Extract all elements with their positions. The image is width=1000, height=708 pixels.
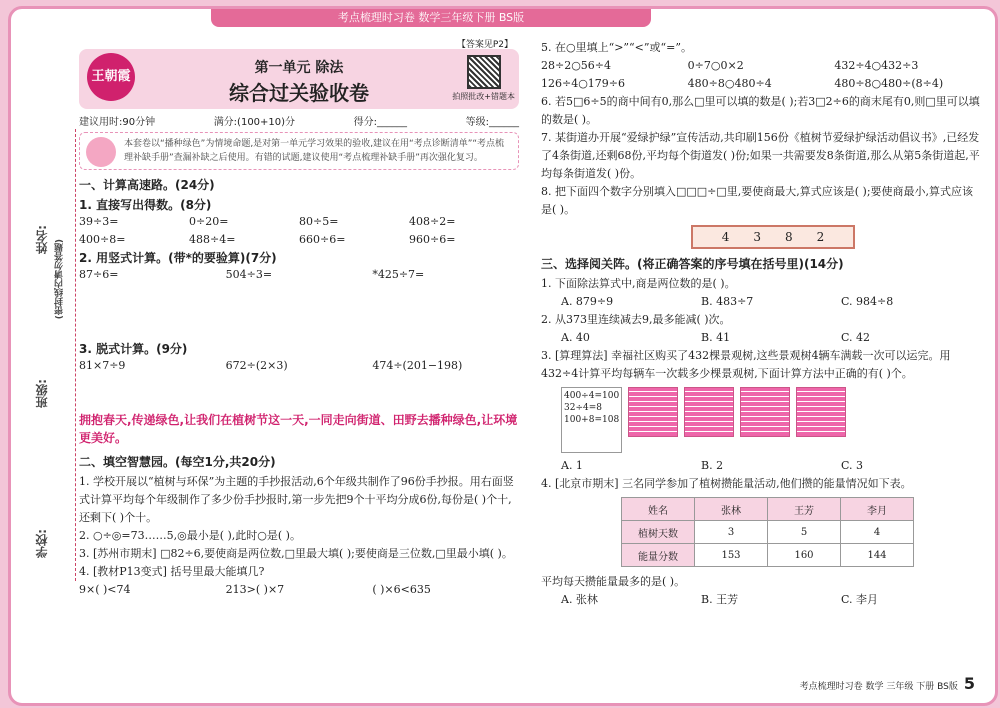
calc-item[interactable]: 39÷3= <box>79 215 119 228</box>
table-row <box>622 544 914 567</box>
table-cell: 144 <box>841 544 914 567</box>
s3-options1 <box>541 293 981 311</box>
s2-row4 <box>79 581 519 599</box>
compare-item[interactable]: 480÷8○480÷(8÷4) <box>834 77 944 90</box>
s3-options3 <box>541 457 981 475</box>
calc-item[interactable]: 672÷(2×3) <box>225 359 288 372</box>
option[interactable]: B. 483÷7 <box>701 295 754 308</box>
s3-q3: 3. [算理算法] 幸福社区购买了432棵景观树,这些景观树4辆车满载一次可以运完。用432÷4计算平均每辆车一次载多少棵景观树,下面计算方法中正确的有( )个。 <box>541 349 951 380</box>
seal-notice: (密封线内请勿答题) <box>55 239 65 320</box>
s2-q6[interactable]: 6. 若5□6÷5的商中间有0,那么□里可以填的数是( );若3□2÷6的商末尾有0,则□里可以填的数是( )。 <box>541 95 980 126</box>
option[interactable]: C. 李月 <box>841 593 879 606</box>
grade-field[interactable]: 等级:______ <box>465 117 519 128</box>
score-info: 满分:(100+10)分 <box>213 117 296 128</box>
digit: 4 <box>721 230 730 244</box>
table-cell: 张林 <box>695 498 768 521</box>
option[interactable]: B. 2 <box>701 459 724 472</box>
table-cell: 3 <box>695 521 768 544</box>
calc-item[interactable]: 87÷6= <box>79 268 119 281</box>
table-cell: 植树天数 <box>622 521 695 544</box>
energy-table <box>621 497 914 567</box>
block-model-icon <box>740 387 790 437</box>
digit: 8 <box>785 230 793 244</box>
table-cell: 5 <box>768 521 841 544</box>
table-cell: 王芳 <box>768 498 841 521</box>
calc-line: 32÷4=8 <box>564 403 602 413</box>
s2-q5: 5. 在○里填上“>”“<”或“=”。 <box>541 41 692 54</box>
calc-method-1 <box>561 387 622 453</box>
option[interactable]: A. 张林 <box>561 593 598 606</box>
score-field[interactable]: 得分:______ <box>353 117 408 128</box>
notice-box <box>79 132 519 170</box>
table-row <box>622 521 914 544</box>
compare-item[interactable]: 0÷7○0×2 <box>687 59 744 72</box>
series-banner: 考点梳理时习卷 数学三年级下册 BS版 <box>211 9 651 27</box>
s3-options2 <box>541 329 981 347</box>
method-pictures <box>561 387 981 453</box>
section-2-title: 二、填空智慧园。(每空1分,共20分) <box>79 455 276 469</box>
table-cell: 4 <box>841 521 914 544</box>
section-1-title: 一、计算高速路。(24分) <box>79 178 215 192</box>
calc-item[interactable]: 400÷8= <box>79 233 126 246</box>
calc-item[interactable]: 660÷6= <box>299 233 346 246</box>
compare-item[interactable]: 480÷8○480÷4 <box>687 77 772 90</box>
block-model-icon <box>684 387 734 437</box>
s2-q4: 4. [教材P13变式] 括号里最大能填几? <box>79 565 265 578</box>
option[interactable]: C. 984÷8 <box>841 295 894 308</box>
s1-row2 <box>79 231 519 249</box>
option[interactable]: B. 王芳 <box>701 593 739 606</box>
fill-item[interactable]: ( )×6<635 <box>372 583 431 596</box>
fill-item[interactable]: 9×( )<74 <box>79 583 131 596</box>
option[interactable]: C. 42 <box>841 331 871 344</box>
calc-item[interactable]: 81×7÷9 <box>79 359 126 372</box>
s3-q4: 4. [北京市期末] 三名同学参加了植树攒能量活动,他们攒的能量情况如下表。 <box>541 477 912 490</box>
s2-q8[interactable]: 8. 把下面四个数字分别填入□□□÷□里,要使商最大,算式应该是( );要使商最小,算式应该是( )。 <box>541 185 974 216</box>
option[interactable]: A. 40 <box>561 331 590 344</box>
digit-cards <box>691 225 855 249</box>
class-label: 班级: <box>35 379 49 408</box>
s1-q3: 3. 脱式计算。(9分) <box>79 342 188 356</box>
calc-item[interactable]: 80÷5= <box>299 215 339 228</box>
option[interactable]: B. 41 <box>701 331 731 344</box>
table-cell: 李月 <box>841 498 914 521</box>
s1-q2: 2. 用竖式计算。(带*的要验算)(7分) <box>79 251 277 265</box>
spring-banner: 拥抱春天,传递绿色,让我们在植树节这一天,一同走向街道、田野去播种绿色,让环境更美好。 <box>79 413 518 445</box>
left-column <box>79 39 519 599</box>
calc-line: 100+8=108 <box>564 415 620 425</box>
s1-row3 <box>79 266 519 340</box>
calc-item[interactable]: 474÷(201−198) <box>372 359 463 372</box>
s3-q4b: 平均每天攒能量最多的是( )。 <box>541 575 686 588</box>
notice-text: 本套卷以“播种绿色”为情境命题,是对第一单元学习效果的验收,建议在用“考点诊断清单”“考点梳理补缺手册”查漏补缺之后使用。有错的试题,建议使用“考点梳理补缺手册”再次强化复习。 <box>124 139 505 163</box>
digit: 3 <box>753 230 761 244</box>
table-cell: 姓名 <box>622 498 695 521</box>
calc-item[interactable]: 488÷4= <box>189 233 236 246</box>
block-model-icon <box>628 387 678 437</box>
option[interactable]: A. 879÷9 <box>561 295 614 308</box>
s2-row5a <box>541 57 981 75</box>
compare-item[interactable]: 432÷4○432÷3 <box>834 59 919 72</box>
title-header <box>79 40 519 109</box>
s2-q1[interactable]: 1. 学校开展以“植树与环保”为主题的手抄报活动,6个年级共制作了96份手抄报。用右面竖式计算平均每个年级制作了多少份手抄报时,第一步先把9个十平均分成6份,每份是( )个十,还剩下( )个十。 <box>79 475 514 524</box>
s2-row5b <box>541 75 981 93</box>
table-cell: 160 <box>768 544 841 567</box>
s2-q7[interactable]: 7. 某街道办开展“爱绿护绿”宣传活动,共印刷156份《植树节爱绿护绿活动倡议书》,已经发了4条街道,还剩68份,平均每个街道发( )份;如果一共需要发8条街道,那么从第5条街道起,平均每条街道发( )份。 <box>541 131 980 180</box>
time-info: 建议用时:90分钟 <box>79 117 156 128</box>
calc-item[interactable]: 0÷20= <box>189 215 229 228</box>
block-model-icon <box>796 387 846 437</box>
brand-logo: 王朝霞 <box>87 53 135 101</box>
page-title: 综合过关验收卷 <box>229 81 369 105</box>
s1-row4 <box>79 357 519 403</box>
s3-q2: 2. 从373里连续减去9,最多能减( )次。 <box>541 313 731 326</box>
option[interactable]: C. 3 <box>841 459 864 472</box>
qr-code-icon[interactable] <box>467 55 501 89</box>
calc-line: 400÷4=100 <box>564 391 620 401</box>
calc-item[interactable]: 960÷6= <box>409 233 456 246</box>
calc-item[interactable]: 504÷3= <box>225 268 273 281</box>
school-label: 学校: <box>35 529 49 558</box>
s3-options4 <box>541 591 981 609</box>
binding-strip <box>25 129 76 581</box>
right-column <box>541 39 981 609</box>
name-label: 姓名: <box>35 225 49 254</box>
s1-row1 <box>79 213 519 231</box>
table-header <box>622 498 914 521</box>
exam-meta <box>79 113 519 128</box>
calc-item[interactable]: 408÷2= <box>409 215 456 228</box>
digit: 2 <box>816 230 825 244</box>
answer-reference: 【答案见P2】 <box>456 40 513 50</box>
s2-q2[interactable]: 2. ○÷◎=73……5,◎最小是( ),此时○是( )。 <box>79 529 301 542</box>
unit-title: 第一单元 除法 <box>254 60 344 76</box>
qr-caption: 拍照批改+错题本 <box>452 92 515 101</box>
s3-q1: 1. 下面除法算式中,商是两位数的是( )。 <box>541 277 736 290</box>
fill-item[interactable]: 213>( )×7 <box>225 583 285 596</box>
compare-item[interactable]: 126÷4○179÷6 <box>541 77 626 90</box>
worksheet-page <box>8 6 998 706</box>
footer-text: 考点梳理时习卷 数学 三年级 下册 BS版 <box>799 682 958 692</box>
compare-item[interactable]: 28÷2○56÷4 <box>541 59 612 72</box>
option[interactable]: A. 1 <box>561 459 583 472</box>
calc-item[interactable]: *425÷7= <box>372 268 425 281</box>
mascot-icon <box>86 137 116 167</box>
page-footer <box>800 674 975 693</box>
table-cell: 153 <box>695 544 768 567</box>
page-number: 5 <box>963 674 975 693</box>
s1-q1: 1. 直接写出得数。(8分) <box>79 198 212 212</box>
s2-q3[interactable]: 3. [苏州市期末] □82÷6,要使商是两位数,□里最大填( );要使商是三位数,□里最小填( )。 <box>79 547 513 560</box>
table-cell: 能量分数 <box>622 544 695 567</box>
section-3-title: 三、选择阅关阵。(将正确答案的序号填在括号里)(14分) <box>541 257 844 271</box>
